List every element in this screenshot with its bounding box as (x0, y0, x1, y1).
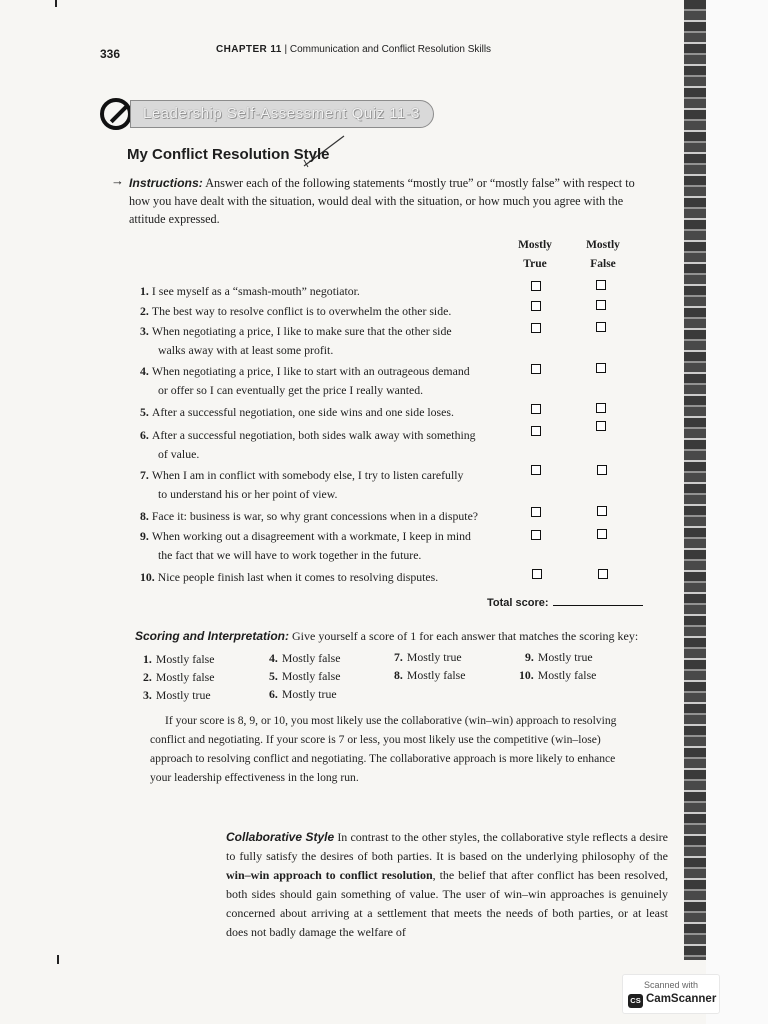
quiz-item (140, 362, 515, 400)
key-number: 6. (269, 687, 278, 701)
quiz-item (140, 302, 515, 321)
item-text: After a successful negotiation, one side wins and one side loses. (151, 405, 454, 419)
camscanner-watermark (622, 974, 720, 1014)
checkbox-item-4-mostly-false[interactable] (596, 363, 606, 373)
checkbox-item-8-mostly-true[interactable] (531, 507, 541, 517)
key-entry (269, 667, 341, 685)
column-header-mostly-false (576, 236, 630, 274)
total-score-label: Total score: (487, 597, 549, 609)
quiz-item (140, 403, 515, 422)
item-text-continued: walks away with at least some profit. (158, 343, 334, 357)
scoring-text: Give yourself a score of 1 for each answer that matches the scoring key: (292, 629, 639, 643)
item-number: 1. (140, 284, 149, 298)
quiz-item (140, 282, 515, 301)
key-number: 4. (269, 651, 278, 665)
item-number: 3. (140, 324, 149, 338)
key-entry (143, 686, 211, 704)
watermark-caption: Scanned with (643, 980, 699, 990)
scan-mark-top (55, 0, 57, 7)
item-text: When I am in conflict with somebody else, I try to listen carefully (151, 468, 464, 482)
scoring-label: Scoring and Interpretation: (135, 629, 290, 643)
scan-mark-bottom (57, 955, 59, 964)
quiz-header (100, 96, 440, 134)
running-head-divider: | (284, 44, 290, 55)
column-header-line: Mostly (518, 239, 552, 251)
checkbox-item-9-mostly-true[interactable] (531, 530, 541, 540)
key-number: 10. (519, 668, 534, 682)
collaborative-bold-term: win–win approach to conflict resolution (226, 868, 433, 882)
key-entry (394, 648, 462, 666)
checkbox-item-1-mostly-true[interactable] (531, 281, 541, 291)
key-number: 1. (143, 652, 152, 666)
item-text-continued: of value. (158, 447, 200, 461)
key-answer: Mostly false (281, 669, 341, 683)
column-header-line: Mostly (586, 239, 620, 251)
scoring-instructions (135, 627, 665, 645)
checkbox-item-8-mostly-false[interactable] (597, 506, 607, 516)
item-number: 6. (140, 428, 149, 442)
item-number: 4. (140, 364, 149, 378)
instructions-text: Answer each of the following statements “mostly true” or “mostly false” with respect to how you have dealt with the situation, would deal with the situation, or how much you agree with the attitude expressed. (129, 176, 635, 226)
key-entry (143, 668, 215, 686)
item-text: After a successful negotiation, both sides walk away with something (151, 428, 476, 442)
checkbox-item-6-mostly-true[interactable] (531, 426, 541, 436)
checkbox-item-2-mostly-false[interactable] (596, 300, 606, 310)
key-number: 5. (269, 669, 278, 683)
key-entry (143, 650, 215, 668)
item-text-continued: or offer so I can eventually get the price I really wanted. (158, 383, 424, 397)
key-answer: Mostly false (281, 651, 341, 665)
spiral-binding (684, 0, 706, 960)
collaborative-text-start: In contrast to the other styles, the collaborative style reflects a desire to fully satisfy the desires of both parties. It is based on the underlying philosophy of the (226, 830, 668, 863)
page-number: 336 (100, 47, 121, 61)
watermark-brand: CamScanner (646, 993, 717, 1005)
key-number: 7. (394, 650, 403, 664)
checkbox-item-9-mostly-false[interactable] (597, 529, 607, 539)
chapter-title: Communication and Conflict Resolution Skills (289, 44, 492, 55)
item-text: Nice people finish last when it comes to resolving disputes. (157, 570, 439, 584)
item-text: When negotiating a price, I like to make sure that the other side (151, 324, 452, 338)
quiz-item (140, 527, 515, 565)
quiz-item (140, 426, 515, 464)
key-number: 2. (143, 670, 152, 684)
total-score (487, 597, 643, 609)
running-head (216, 44, 491, 55)
pen-arrow-mark: → (111, 173, 124, 188)
key-number: 3. (143, 688, 152, 702)
key-answer: Mostly false (537, 668, 597, 682)
key-entry (519, 666, 596, 684)
instructions (129, 174, 653, 228)
item-number: 10. (140, 570, 155, 584)
checkbox-item-1-mostly-false[interactable] (596, 280, 606, 290)
key-number: 8. (394, 668, 403, 682)
interpretation-paragraph: If your score is 8, 9, or 10, you most likely use the collaborative (win–win) approach to resolving conflict and negotiating. If your score is 7 or less, you most likely use the competitive (win–lose) approach to resolving conflict and negotiating. The collaborative approach is more likely to enhance your leadership effectiveness in the long run. (150, 714, 617, 784)
quiz-item (140, 568, 515, 587)
item-text: I see myself as a “smash-mouth” negotiator. (151, 284, 360, 298)
item-text: When negotiating a price, I like to start with an outrageous demand (151, 364, 470, 378)
key-answer: Mostly false (155, 652, 215, 666)
key-answer: Mostly false (155, 670, 215, 684)
key-answer: Mostly true (155, 688, 211, 702)
item-number: 7. (140, 468, 149, 482)
item-text: When working out a disagreement with a workmate, I keep in mind (151, 529, 471, 543)
key-answer: Mostly true (406, 650, 462, 664)
checkbox-item-10-mostly-true[interactable] (532, 569, 542, 579)
item-number: 9. (140, 529, 149, 543)
column-header-mostly-true (508, 236, 562, 274)
instructions-label: Instructions: (129, 176, 203, 190)
quiz-item (140, 322, 515, 360)
quiz-badge-icon (100, 98, 132, 130)
key-answer: Mostly true (281, 687, 337, 701)
item-text: The best way to resolve conflict is to overwhelm the other side. (151, 304, 452, 318)
key-entry (269, 649, 341, 667)
item-number: 5. (140, 405, 149, 419)
checkbox-item-3-mostly-true[interactable] (531, 323, 541, 333)
checkbox-item-7-mostly-false[interactable] (597, 465, 607, 475)
key-number: 9. (525, 650, 534, 664)
key-answer: Mostly false (406, 668, 466, 682)
quiz-item (140, 507, 515, 526)
key-answer: Mostly true (537, 650, 593, 664)
collaborative-style-paragraph (226, 828, 668, 942)
quiz-item (140, 466, 515, 504)
item-text-continued: to understand his or her point of view. (158, 487, 338, 501)
column-header-line: False (590, 258, 616, 270)
chapter-label: CHAPTER 11 (216, 44, 282, 55)
page-margin (706, 0, 768, 1024)
checkbox-item-10-mostly-false[interactable] (598, 569, 608, 579)
camscanner-logo-icon: CS (628, 994, 643, 1008)
checkbox-item-6-mostly-false[interactable] (596, 421, 606, 431)
item-number: 8. (140, 509, 149, 523)
column-header-line: True (523, 258, 547, 270)
key-entry (269, 685, 337, 703)
checkbox-item-2-mostly-true[interactable] (531, 301, 541, 311)
key-entry (525, 648, 593, 666)
collaborative-label: Collaborative Style (226, 830, 335, 844)
checkbox-item-3-mostly-false[interactable] (596, 322, 606, 332)
total-score-blank[interactable] (553, 605, 643, 606)
item-text: Face it: business is war, so why grant concessions when in a dispute? (151, 509, 479, 523)
quiz-banner (130, 100, 434, 128)
section-title: My Conflict Resolution Style (127, 146, 330, 163)
collaborative-text-end: , the belief that after conflict has been resolved, both sides should gain something of value. The user of win–win approaches is genuinely concerned about arriving at a settlement that meets the needs of both parties, or at least does not badly damage the welfare of (226, 868, 668, 939)
key-entry (394, 666, 466, 684)
checkbox-item-5-mostly-false[interactable] (596, 403, 606, 413)
checkbox-item-4-mostly-true[interactable] (531, 364, 541, 374)
quiz-banner-text: Leadership Self-Assessment Quiz 11-3 (143, 105, 421, 122)
checkbox-item-5-mostly-true[interactable] (531, 404, 541, 414)
item-text-continued: the fact that we will have to work together in the future. (158, 548, 422, 562)
checkbox-item-7-mostly-true[interactable] (531, 465, 541, 475)
item-number: 2. (140, 304, 149, 318)
